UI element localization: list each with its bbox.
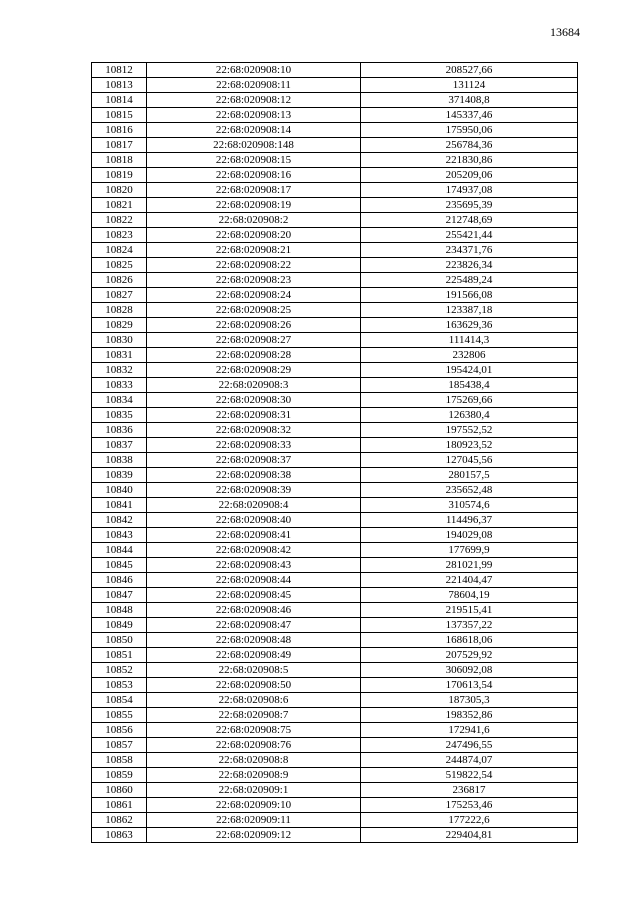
table-row xyxy=(92,828,578,843)
table-row xyxy=(92,288,578,303)
cadastral-number-cell: 22:68:020909:11 xyxy=(147,813,361,828)
row-number-cell: 10831 xyxy=(92,348,147,363)
table-row xyxy=(92,468,578,483)
row-number-cell: 10830 xyxy=(92,333,147,348)
value-cell: 244874,07 xyxy=(361,753,578,768)
row-number-cell: 10813 xyxy=(92,78,147,93)
value-cell: 126380,4 xyxy=(361,408,578,423)
value-cell: 280157,5 xyxy=(361,468,578,483)
cadastral-number-cell: 22:68:020908:24 xyxy=(147,288,361,303)
value-cell: 221404,47 xyxy=(361,573,578,588)
cadastral-number-cell: 22:68:020908:75 xyxy=(147,723,361,738)
cadastral-number-cell: 22:68:020908:41 xyxy=(147,528,361,543)
table-row xyxy=(92,213,578,228)
value-cell: 111414,3 xyxy=(361,333,578,348)
value-cell: 177699,9 xyxy=(361,543,578,558)
value-cell: 208527,66 xyxy=(361,63,578,78)
cadastral-number-cell: 22:68:020908:8 xyxy=(147,753,361,768)
row-number-cell: 10834 xyxy=(92,393,147,408)
cadastral-number-cell: 22:68:020908:39 xyxy=(147,483,361,498)
row-number-cell: 10833 xyxy=(92,378,147,393)
row-number-cell: 10824 xyxy=(92,243,147,258)
cadastral-number-cell: 22:68:020908:31 xyxy=(147,408,361,423)
value-cell: 519822,54 xyxy=(361,768,578,783)
cadastral-number-cell: 22:68:020908:46 xyxy=(147,603,361,618)
row-number-cell: 10829 xyxy=(92,318,147,333)
cadastral-number-cell: 22:68:020908:40 xyxy=(147,513,361,528)
table-row xyxy=(92,273,578,288)
table-row xyxy=(92,588,578,603)
value-cell: 306092,08 xyxy=(361,663,578,678)
value-cell: 212748,69 xyxy=(361,213,578,228)
cadastral-number-cell: 22:68:020909:10 xyxy=(147,798,361,813)
cadastral-number-cell: 22:68:020908:14 xyxy=(147,123,361,138)
value-cell: 78604,19 xyxy=(361,588,578,603)
value-cell: 225489,24 xyxy=(361,273,578,288)
table-row xyxy=(92,813,578,828)
row-number-cell: 10857 xyxy=(92,738,147,753)
value-cell: 207529,92 xyxy=(361,648,578,663)
table-row xyxy=(92,648,578,663)
table-row xyxy=(92,663,578,678)
table-row xyxy=(92,783,578,798)
table-row xyxy=(92,153,578,168)
cadastral-number-cell: 22:68:020908:76 xyxy=(147,738,361,753)
table-row xyxy=(92,498,578,513)
row-number-cell: 10851 xyxy=(92,648,147,663)
cadastral-number-cell: 22:68:020908:42 xyxy=(147,543,361,558)
value-cell: 247496,55 xyxy=(361,738,578,753)
row-number-cell: 10844 xyxy=(92,543,147,558)
table-row xyxy=(92,753,578,768)
cadastral-number-cell: 22:68:020908:12 xyxy=(147,93,361,108)
cadastral-number-cell: 22:68:020908:13 xyxy=(147,108,361,123)
value-cell: 180923,52 xyxy=(361,438,578,453)
row-number-cell: 10815 xyxy=(92,108,147,123)
table-row xyxy=(92,693,578,708)
table-row xyxy=(92,348,578,363)
cadastral-number-cell: 22:68:020908:48 xyxy=(147,633,361,648)
table-row xyxy=(92,513,578,528)
cadastral-number-cell: 22:68:020908:23 xyxy=(147,273,361,288)
cadastral-number-cell: 22:68:020908:37 xyxy=(147,453,361,468)
cadastral-number-cell: 22:68:020908:32 xyxy=(147,423,361,438)
row-number-cell: 10847 xyxy=(92,588,147,603)
table-row xyxy=(92,168,578,183)
row-number-cell: 10832 xyxy=(92,363,147,378)
cadastral-number-cell: 22:68:020909:12 xyxy=(147,828,361,843)
row-number-cell: 10825 xyxy=(92,258,147,273)
row-number-cell: 10816 xyxy=(92,123,147,138)
value-cell: 170613,54 xyxy=(361,678,578,693)
row-number-cell: 10837 xyxy=(92,438,147,453)
table-row xyxy=(92,363,578,378)
cadastral-number-cell: 22:68:020908:43 xyxy=(147,558,361,573)
table-row xyxy=(92,228,578,243)
row-number-cell: 10826 xyxy=(92,273,147,288)
value-cell: 175950,06 xyxy=(361,123,578,138)
table-row xyxy=(92,408,578,423)
value-cell: 123387,18 xyxy=(361,303,578,318)
table-row xyxy=(92,723,578,738)
row-number-cell: 10849 xyxy=(92,618,147,633)
row-number-cell: 10827 xyxy=(92,288,147,303)
value-cell: 205209,06 xyxy=(361,168,578,183)
table-row xyxy=(92,558,578,573)
row-number-cell: 10852 xyxy=(92,663,147,678)
cadastral-number-cell: 22:68:020908:5 xyxy=(147,663,361,678)
table-row xyxy=(92,423,578,438)
value-cell: 234371,76 xyxy=(361,243,578,258)
cadastral-number-cell: 22:68:020908:47 xyxy=(147,618,361,633)
row-number-cell: 10838 xyxy=(92,453,147,468)
row-number-cell: 10860 xyxy=(92,783,147,798)
cadastral-number-cell: 22:68:020908:148 xyxy=(147,138,361,153)
cadastral-number-cell: 22:68:020908:45 xyxy=(147,588,361,603)
table-row xyxy=(92,303,578,318)
cadastral-number-cell: 22:68:020908:16 xyxy=(147,168,361,183)
row-number-cell: 10819 xyxy=(92,168,147,183)
row-number-cell: 10854 xyxy=(92,693,147,708)
cadastral-number-cell: 22:68:020908:26 xyxy=(147,318,361,333)
data-table xyxy=(91,62,578,843)
cadastral-number-cell: 22:68:020908:25 xyxy=(147,303,361,318)
value-cell: 114496,37 xyxy=(361,513,578,528)
row-number-cell: 10840 xyxy=(92,483,147,498)
value-cell: 174937,08 xyxy=(361,183,578,198)
cadastral-number-cell: 22:68:020908:9 xyxy=(147,768,361,783)
row-number-cell: 10820 xyxy=(92,183,147,198)
value-cell: 371408,8 xyxy=(361,93,578,108)
cadastral-number-cell: 22:68:020908:19 xyxy=(147,198,361,213)
value-cell: 219515,41 xyxy=(361,603,578,618)
cadastral-number-cell: 22:68:020908:3 xyxy=(147,378,361,393)
cadastral-number-cell: 22:68:020908:38 xyxy=(147,468,361,483)
cadastral-number-cell: 22:68:020908:22 xyxy=(147,258,361,273)
table-row xyxy=(92,453,578,468)
table-row xyxy=(92,633,578,648)
value-cell: 175253,46 xyxy=(361,798,578,813)
value-cell: 194029,08 xyxy=(361,528,578,543)
table-row xyxy=(92,243,578,258)
cadastral-number-cell: 22:68:020908:27 xyxy=(147,333,361,348)
table-row xyxy=(92,138,578,153)
row-number-cell: 10839 xyxy=(92,468,147,483)
value-cell: 235652,48 xyxy=(361,483,578,498)
cadastral-number-cell: 22:68:020908:28 xyxy=(147,348,361,363)
value-cell: 175269,66 xyxy=(361,393,578,408)
cadastral-number-cell: 22:68:020908:11 xyxy=(147,78,361,93)
row-number-cell: 10850 xyxy=(92,633,147,648)
cadastral-number-cell: 22:68:020908:49 xyxy=(147,648,361,663)
row-number-cell: 10853 xyxy=(92,678,147,693)
cadastral-number-cell: 22:68:020908:17 xyxy=(147,183,361,198)
cadastral-number-cell: 22:68:020908:21 xyxy=(147,243,361,258)
table-row xyxy=(92,258,578,273)
table-row xyxy=(92,483,578,498)
row-number-cell: 10842 xyxy=(92,513,147,528)
cadastral-number-cell: 22:68:020908:30 xyxy=(147,393,361,408)
value-cell: 137357,22 xyxy=(361,618,578,633)
table-row xyxy=(92,63,578,78)
row-number-cell: 10855 xyxy=(92,708,147,723)
page-number: 13684 xyxy=(550,25,580,39)
row-number-cell: 10859 xyxy=(92,768,147,783)
value-cell: 255421,44 xyxy=(361,228,578,243)
value-cell: 221830,86 xyxy=(361,153,578,168)
table-row xyxy=(92,798,578,813)
row-number-cell: 10817 xyxy=(92,138,147,153)
table-row xyxy=(92,198,578,213)
table-row xyxy=(92,78,578,93)
row-number-cell: 10856 xyxy=(92,723,147,738)
cadastral-number-cell: 22:68:020908:15 xyxy=(147,153,361,168)
value-cell: 310574,6 xyxy=(361,498,578,513)
row-number-cell: 10812 xyxy=(92,63,147,78)
cadastral-number-cell: 22:68:020908:20 xyxy=(147,228,361,243)
table-row xyxy=(92,528,578,543)
row-number-cell: 10861 xyxy=(92,798,147,813)
table-body xyxy=(92,63,578,843)
row-number-cell: 10814 xyxy=(92,93,147,108)
value-cell: 229404,81 xyxy=(361,828,578,843)
cadastral-number-cell: 22:68:020908:4 xyxy=(147,498,361,513)
value-cell: 145337,46 xyxy=(361,108,578,123)
table-row xyxy=(92,603,578,618)
cadastral-number-cell: 22:68:020908:29 xyxy=(147,363,361,378)
cadastral-number-cell: 22:68:020908:7 xyxy=(147,708,361,723)
row-number-cell: 10863 xyxy=(92,828,147,843)
table-row xyxy=(92,678,578,693)
value-cell: 198352,86 xyxy=(361,708,578,723)
row-number-cell: 10836 xyxy=(92,423,147,438)
row-number-cell: 10846 xyxy=(92,573,147,588)
value-cell: 177222,6 xyxy=(361,813,578,828)
row-number-cell: 10822 xyxy=(92,213,147,228)
value-cell: 236817 xyxy=(361,783,578,798)
value-cell: 281021,99 xyxy=(361,558,578,573)
value-cell: 191566,08 xyxy=(361,288,578,303)
value-cell: 232806 xyxy=(361,348,578,363)
row-number-cell: 10858 xyxy=(92,753,147,768)
cadastral-number-cell: 22:68:020908:44 xyxy=(147,573,361,588)
row-number-cell: 10843 xyxy=(92,528,147,543)
table-row xyxy=(92,543,578,558)
table-row xyxy=(92,93,578,108)
row-number-cell: 10835 xyxy=(92,408,147,423)
value-cell: 223826,34 xyxy=(361,258,578,273)
table-row xyxy=(92,708,578,723)
table-row xyxy=(92,618,578,633)
value-cell: 185438,4 xyxy=(361,378,578,393)
value-cell: 163629,36 xyxy=(361,318,578,333)
table-row xyxy=(92,738,578,753)
table-row xyxy=(92,573,578,588)
table-row xyxy=(92,183,578,198)
cadastral-number-cell: 22:68:020908:6 xyxy=(147,693,361,708)
cadastral-number-cell: 22:68:020909:1 xyxy=(147,783,361,798)
table-row xyxy=(92,393,578,408)
value-cell: 131124 xyxy=(361,78,578,93)
table-row xyxy=(92,108,578,123)
row-number-cell: 10823 xyxy=(92,228,147,243)
row-number-cell: 10818 xyxy=(92,153,147,168)
value-cell: 235695,39 xyxy=(361,198,578,213)
table-row xyxy=(92,318,578,333)
table-row xyxy=(92,438,578,453)
value-cell: 195424,01 xyxy=(361,363,578,378)
cadastral-number-cell: 22:68:020908:2 xyxy=(147,213,361,228)
cadastral-number-cell: 22:68:020908:33 xyxy=(147,438,361,453)
value-cell: 172941,6 xyxy=(361,723,578,738)
row-number-cell: 10845 xyxy=(92,558,147,573)
row-number-cell: 10862 xyxy=(92,813,147,828)
row-number-cell: 10828 xyxy=(92,303,147,318)
value-cell: 197552,52 xyxy=(361,423,578,438)
row-number-cell: 10848 xyxy=(92,603,147,618)
table-row xyxy=(92,768,578,783)
table-row xyxy=(92,333,578,348)
value-cell: 127045,56 xyxy=(361,453,578,468)
row-number-cell: 10821 xyxy=(92,198,147,213)
cadastral-number-cell: 22:68:020908:10 xyxy=(147,63,361,78)
value-cell: 168618,06 xyxy=(361,633,578,648)
table-row xyxy=(92,123,578,138)
value-cell: 187305,3 xyxy=(361,693,578,708)
table-row xyxy=(92,378,578,393)
value-cell: 256784,36 xyxy=(361,138,578,153)
row-number-cell: 10841 xyxy=(92,498,147,513)
cadastral-number-cell: 22:68:020908:50 xyxy=(147,678,361,693)
